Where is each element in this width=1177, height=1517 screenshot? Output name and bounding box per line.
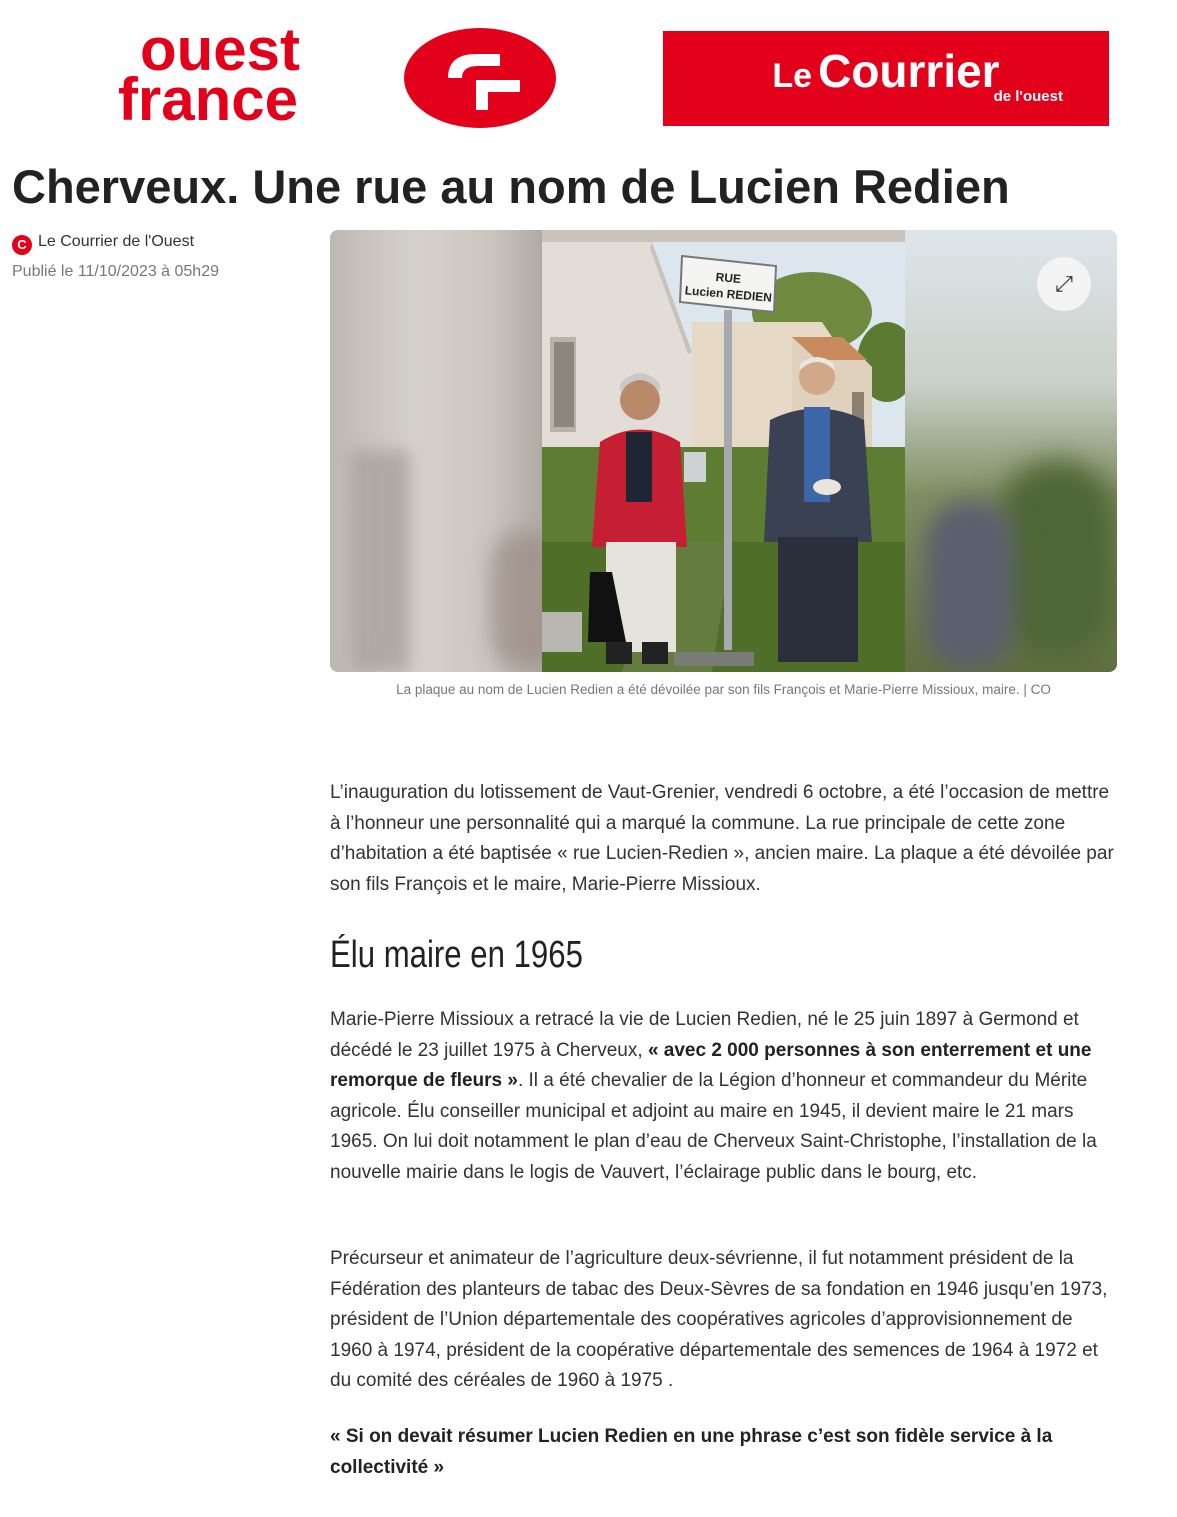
ouest-france-logo-art [30,20,560,130]
courrier-source-icon: C [12,235,32,255]
photo-caption: La plaque au nom de Lucien Redien a été dévoilée par son fils François et Marie-Pierre Missioux, maire. | CO [396,682,1051,697]
paragraph-biography-end: . Il a été chevalier de la Légion d’honneur et commandeur du Mérite agricole. Élu conseiller municipal et adjoint au maire en 1945, il devient maire le 21 mars 1965. On lui doit notamment le plan d’eau de Cherveux Saint-Christophe, l’installation de la nouvelle mairie dans le logis de Vauvert, l’éclairage public dans le bourg, etc. [330,1070,1097,1183]
article-source[interactable] [12,231,194,255]
svg-text:france: france [117,66,299,130]
article-photo[interactable] [330,230,1117,672]
sign-line-2: Lucien REDIEN [684,283,773,305]
expand-image-button[interactable] [1037,257,1091,311]
source-name: Le Courrier de l'Ouest [38,233,195,250]
expand-icon: ⤢ [1055,271,1073,296]
paragraph-biography [330,1005,1120,1188]
paragraph-agriculture: Précurseur et animateur de l’agriculture deux-sévrienne, il fut notamment président de la Fédération des planteurs de tabac des Deux-Sèvres de sa fondation en 1946 jusqu’en 1973, président de l’Union départementale des coopératives agricoles d’approvisionnement de 1960 à 1974, président de la coopérative départementale des semences de 1964 à 1972 et du comité des céréales de 1960 à 1975 . [330,1248,1108,1391]
photo-blurred-left [330,230,542,672]
article-title: Cherveux. Une rue au nom de Lucien Redien [12,160,1010,213]
sign-line-1: RUE [715,269,742,287]
logo-courrier: Courrier [818,45,1000,97]
publication-date: Publié le 11/10/2023 à 05h29 [12,263,219,280]
inline-quote: « avec 2 000 personnes à son enterrement et une remorque de fleurs » [330,1039,1092,1091]
svg-text:ouest: ouest [139,20,301,83]
paragraph-intro: L’inauguration du lotissement de Vaut-Grenier, vendredi 6 octobre, a été l’occasion de mettre à l’honneur une personnalité qui a marqué la commune. La rue principale de cette zone d’habitation a été baptisée « rue Lucien-Redien », ancien maire. La plaque a été dévoilée par son fils François et le maire, Marie-Pierre Missioux. [330,782,1114,895]
logo-subtitle: de l'ouest [993,88,1063,105]
ouest-france-logo[interactable] [30,20,560,130]
courrier-de-louest-logo[interactable] [663,31,1109,126]
paragraph-biography-start: Marie-Pierre Missioux a retracé la vie de Lucien Redien, né le 25 juin 1897 à Germond et décédé le 23 juillet 1975 à Cherveux, [330,1009,1079,1061]
of-logo-mark-icon [404,28,556,128]
closing-quote: « Si on devait résumer Lucien Redien en une phrase c’est son fidèle service à la collectivité » [330,1426,1053,1478]
subheading: Élu maire en 1965 [330,934,583,976]
photo-main [542,242,905,672]
logo-le: Le [772,57,813,95]
